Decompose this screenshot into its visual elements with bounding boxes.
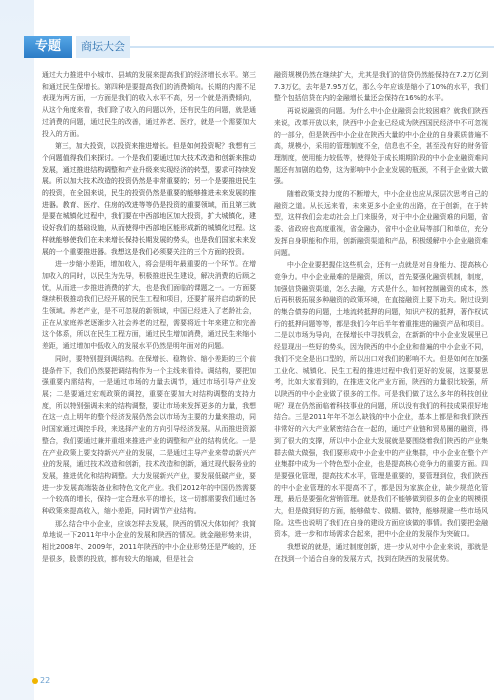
section-header: [24, 36, 494, 58]
paragraph: 再说说融资的问题。为什么中小企业融资会比较困难？就我们陕西来说，改革开放以来，陕西中小企业已经成为陕西国民经济中不可忽视的一部分，但是陕西中小企业在陕西大量的中小企业的自身素质普遍不高，规模小，采用的管理制度不全，信息也不全，甚至没有好的财务管理制度，使用能力较低等，使得处于成长期期阶段的中小企业融资难问题还有加剧的趋势，这为影响中小企业发展的瓶颈，不利于企业做大做强。: [274, 107, 488, 186]
paragraph: 第三，加大投资，以投资来推进增长。但是如何投资呢？我想有三个问题值得我们来探讨。一个是我们要通过加大技术改造和创新来推动发展，通过推进结构调整和产业升级来实现经济的转型，要求可持续发展。所以加大技术改造的投资仍然是非常重要的；另一个是要推进民生的投资，在全国来说，民生的投资仍然是重要的能够推进未来发展的推进器。教育、医疗、住房的改进等等仍是投资的重要领域，而且第三就是要在城镇化过程中，我们要在中西部地区加大投资，扩大城镇化，建设好我们的基础设施，从而使得中西部地区能形成新的城镇化过程。这样就能够使我们在未来增长保持长期发展的势头，也是我们国家未来发展的一个重要推进器。我想这是我们必须要关注的三个方面的投资。: [42, 142, 256, 256]
section-subtitle: 商坛大会: [76, 36, 130, 58]
left-decoration-strip: [0, 0, 34, 700]
paragraph: 那么结合中小企业，应该怎样去发展，陕西的情况大体如何？我简单地说一下2011年中小企业的发展和陕西的情况。就金融形势来讲，相比2008年、2009年，2011年陕西的中小企业形势还是严峻的，还是很多，股票的投放，都有较大的缩减，但是社会: [42, 519, 256, 563]
paragraph: 中小企业要把握住这些机会，还有一点就是对自身能力、提高核心竞争力。中小企业最难的是融资，所以，首先要强化融资机制，制度，加强信贷融资渠道，怎么去融，方式是什么，如何控制融资的成本，然后再积极拓展多种融资的政策环境，在直接融资上要下功夫。附过设到的集合债券的问题，土地流转抵押的问题，知识产权的抵押，著作权试行的抵押问题等等，都是我们今年后半年着重推进的融资产品和项目。二是以市场为导向，在保增长中寻找机会，在新新的中小企业发展里已经显现出一些好的势头，因为陕西的中小企业和普遍的中小企业不同，我们不完全是出口型的，所以出口对我们的影响不大。但是如何在加强工业化、城镇化、民生工程的推进过程中我们更好的发展，这要要思考，比如大家看到的，在推进文化产业方面，陕西的力量很比较强，所以陕西的中小企业做了很多的工作。可是我们做了这么多年的科技创业呢？现在仍然面临着科技事业的问题，所以没有我们的科技成果很好地结合。三是2011年年不怎么缺钱的中小企业，基本上都是和我们陕西非常好的六大产业紧密结合在一起的，通过产业链和贸易圈的融资，得到了很大的支撑，所以中小企业大发展就是要围绕着我们陕西的产业集群去做大做强，我们要形成中小企业中的产业集群，中小企业在整个产业集群中成为一个特色型小企业，也是提高核心竞争力的重要方面。四是要强化管理，提高技术水平，管理是重要的，要管理到位，我们陕西的中小企业管理的水平提高不了，都是因为家族企业，缺少规范化管理，最后是要强化营销管理。就是我们不能够做到很多的企业的规模很大，但是做到好的方面，能够做专、做精、做特，能够规避一些市场风险。这些也说明了我们在自身的建设方面应该做的事情。我们要把金融资本，进一步和市场需求合起来，把中小企业的发展作为突破口。: [274, 261, 488, 539]
left-column: [42, 70, 256, 666]
paragraph: 融资规模仍然在继续扩大，尤其是我们的信贷仍然能保持在7.2万亿到7.3万亿，去年是7.95万亿，那么今年应该是缩小了10%的水平，我们整个包括信贷在内的金融增长量还会保持在16%的水平。: [274, 71, 488, 103]
page-dot-icon: [32, 678, 38, 684]
paragraph: 通过大力推进中小城市、县域的发展来提高我们的经济增长水平。第三和通过民生保增长。第四种是要提高我们的消费倾向。长期的内需不足表现为两方面，一方面是我们的收入水平不高，另一个就是消费倾向，从这个角度来看，我们除了收入的问题以外，还有民生的问题，就是通过消费的问题，通过民生的改善，通过养老、医疗，就是一个需要加大投入的方面。: [42, 71, 256, 138]
paragraph: 我想说的就是，通过制度创新，进一步从对中小企业来说，那就是在找到一个适合自身的发展方式，找到在陕西的发展优势。: [274, 543, 488, 563]
page-number: [32, 676, 50, 685]
section-badge: 专题: [24, 36, 72, 58]
right-column: [274, 70, 488, 666]
paragraph: 同时，要特别提到调结构。在保增长、稳物价、缩小差距的三个前提条件下，我们仍然要把调结构作为一个主线来看待。调结构，要把加强重要内需结构，一是通过市场的力量去调节，通过市场引导产业发展；二是要通过宏观政策的调控，重要在要加大对结构调整的支持力度，所以特别强调未来的结构调整，要让市场来发挥更多的力量，我想在这一点上明年的整个经济发展仍然会以市场为主要的力量来推动，同时国家通过调控手段，来选择产业的方向引导经济发展。从而推进资源整合，我们要通过兼并重组来推进产业的调整和产业的结构优化。一是在产业政策上要支持新兴产业的发展，二是通过主导产业来带动新兴产业的发展，通过技术改造和创新，技术改造和创新，通过现代服务业的发展，推进优化和结构调整。大力发展新兴产业，要发展低碳产业，要进一步发展高端装备业和特色文化产业。我们2012年的中国仍然需要一个较高的增长，保持一定合理水平的增长，这一切都需要我们通过各种政策来提高收入，缩小差距，同时调节产业结构。: [42, 354, 256, 516]
paragraph: 进一步缩小差距，增加收入，将会是明年最重要的一个环节。在增加收入的同时，以民生为先导，积极推进民生建设，解决消费的后顾之忧，从而进一步推进消费的扩大，也是我们面临的课题之一。一方面要继续积极推动我们已经开展的民生工程和项目，还要扩展并启动新的民生领域。养老产业，是不可忽视的新领域，中国已经进入了老龄社会，正在从家庭养老逐渐步入社会养老的过程，需要将近十年来建立和完善这个体系，所以在民生工程方面，通过民生增加消费，通过民生来缩小差距，通过增加中低收入的发展水平仍然是明年面对的问题。: [42, 260, 256, 351]
article-body: [42, 70, 488, 666]
paragraph: 随着政策支持力度的不断增大，中小企业也应从深层次思考自己的融资之道。从长远来看，未来更多小企业的出路，在于创新，在于转型，这样我们会走动社会上门来服务，对于中小企业融资难的问题，省委、省政府也高度重视，省金融办，省中小企业局等部门和单位，充分发挥自身职能和作用，创新融资渠道和产品，积极缓解中小企业融资难问题。: [274, 190, 488, 257]
header-divider: [130, 46, 494, 48]
page-number-text: 22: [40, 676, 51, 685]
